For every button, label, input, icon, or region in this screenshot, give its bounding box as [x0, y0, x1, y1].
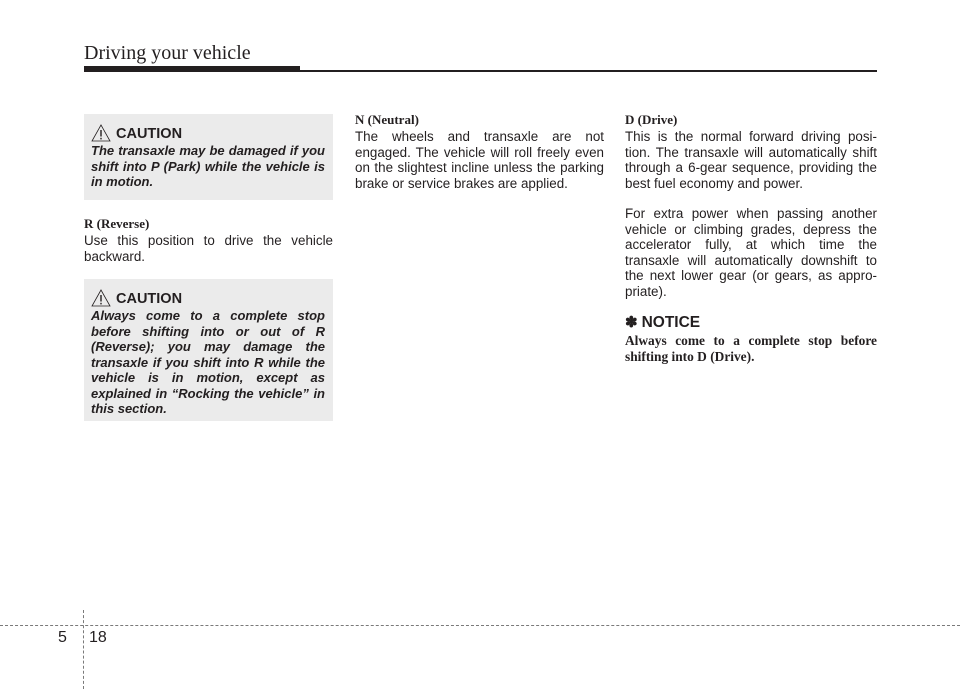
drive-text-1: This is the normal forward driving posi-tion. The transaxle will automatically shift through a 6-gear sequence, providing the best fuel economy and power.: [625, 129, 877, 191]
caution-title: [91, 287, 325, 307]
warning-triangle-icon: [91, 124, 111, 142]
caution-label: CAUTION: [116, 291, 183, 307]
caution-box-park: [84, 114, 333, 200]
reverse-text: Use this position to drive the vehicle backward.: [84, 233, 333, 264]
notice-label: NOTICE: [641, 314, 701, 331]
caution-text: The transaxle may be damaged if you shift into P (Park) while the vehicle is in motion.: [91, 143, 325, 189]
reverse-heading: R (Reverse): [84, 216, 150, 231]
notice-star-icon: ✽: [625, 314, 638, 331]
caution-title: [91, 122, 325, 142]
notice-text: Always come to a complete stop before shifting into D (Drive).: [625, 333, 877, 364]
neutral-text: The wheels and transaxle are not engaged. The vehicle will roll freely even on the slightest incline unless the parking brake or service brakes are applied.: [355, 129, 604, 191]
footer-divider: [83, 610, 84, 689]
drive-heading: D (Drive): [625, 112, 678, 127]
footer-rule: [0, 625, 960, 626]
warning-triangle-icon: [91, 289, 111, 307]
drive-text-2: For extra power when passing another vehicle or climbing grades, depress the accelerator fully, at which time the transaxle will automatically downshift to the next lower gear (or gears, as appro-priate).: [625, 206, 877, 299]
page-header-title: Driving your vehicle: [84, 42, 251, 64]
neutral-heading: N (Neutral): [355, 112, 419, 127]
caution-text: Always come to a complete stop before shifting into or out of R (Reverse); you may damage the transaxle if you shift into R while the vehicle is in motion, except as explained in “Rocking the vehicle” in this section.: [91, 308, 325, 416]
notice-title: [625, 314, 700, 332]
chapter-number: 5: [58, 629, 67, 646]
caution-box-reverse: [84, 279, 333, 421]
header-rule: [300, 70, 877, 72]
header-bar-thick: [84, 66, 300, 72]
caution-label: CAUTION: [116, 126, 183, 142]
page-number: 18: [89, 629, 107, 646]
